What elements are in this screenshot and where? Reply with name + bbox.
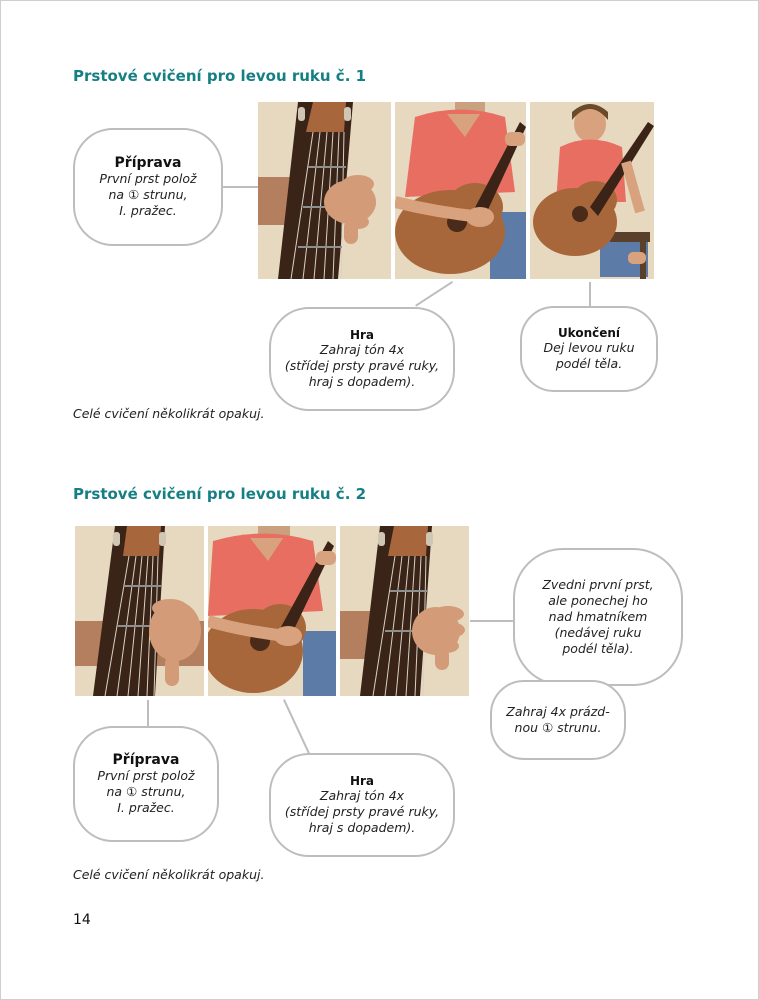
bubble-text: Zahraj 4x prázd- nou ① strunu. xyxy=(506,704,610,735)
bubble-title: Ukončení xyxy=(557,326,621,340)
bubble-play-2 xyxy=(269,753,455,857)
bubble-text: Dej levou ruku podél těla. xyxy=(543,340,635,371)
bubble-title: Příprava xyxy=(112,752,180,768)
illustration-boy-playing-2 xyxy=(208,526,336,696)
bubble-text: Zvedni první prst, ale ponechej ho nad hmatníkem (nedávej ruku podél těla). xyxy=(542,577,654,656)
connector-lift xyxy=(470,620,514,622)
illustration-fretboard-finger xyxy=(258,102,391,279)
bubble-title: Hra xyxy=(349,328,375,342)
bubble-lift-finger xyxy=(513,548,683,686)
connector-preparation-1 xyxy=(223,186,258,188)
bubble-play-1 xyxy=(269,307,455,411)
exercise-2-heading: Prstové cvičení pro levou ruku č. 2 xyxy=(73,485,367,503)
repeat-note-1: Celé cvičení několikrát opakuj. xyxy=(73,406,265,421)
bubble-open-string xyxy=(490,680,626,760)
exercise-1-heading: Prstové cvičení pro levou ruku č. 1 xyxy=(73,67,367,85)
repeat-note-2: Celé cvičení několikrát opakuj. xyxy=(73,867,265,882)
bubble-text: První prst polož na ① strunu, I. pražec. xyxy=(97,768,195,815)
illustration-boy-playing xyxy=(395,102,526,279)
page-number: 14 xyxy=(73,912,91,928)
illustration-fretboard-lifted xyxy=(340,526,469,696)
illustration-fretboard-pressed xyxy=(75,526,204,696)
bubble-text: První prst polož na ① strunu, I. pražec. xyxy=(99,171,197,218)
bubble-ending-1 xyxy=(520,306,658,392)
connector-ending-1 xyxy=(589,282,591,308)
bubble-text: Zahraj tón 4x (střídej prsty pravé ruky, hraj s dopadem). xyxy=(284,788,440,835)
bubble-text: Zahraj tón 4x (střídej prsty pravé ruky, hraj s dopadem). xyxy=(284,342,440,389)
bubble-preparation-1 xyxy=(73,128,223,246)
bubble-preparation-2 xyxy=(73,726,219,842)
illustration-girl-sitting xyxy=(530,102,654,279)
bubble-title: Příprava xyxy=(114,155,182,171)
bubble-title: Hra xyxy=(349,774,375,788)
connector-preparation-2 xyxy=(147,700,149,726)
